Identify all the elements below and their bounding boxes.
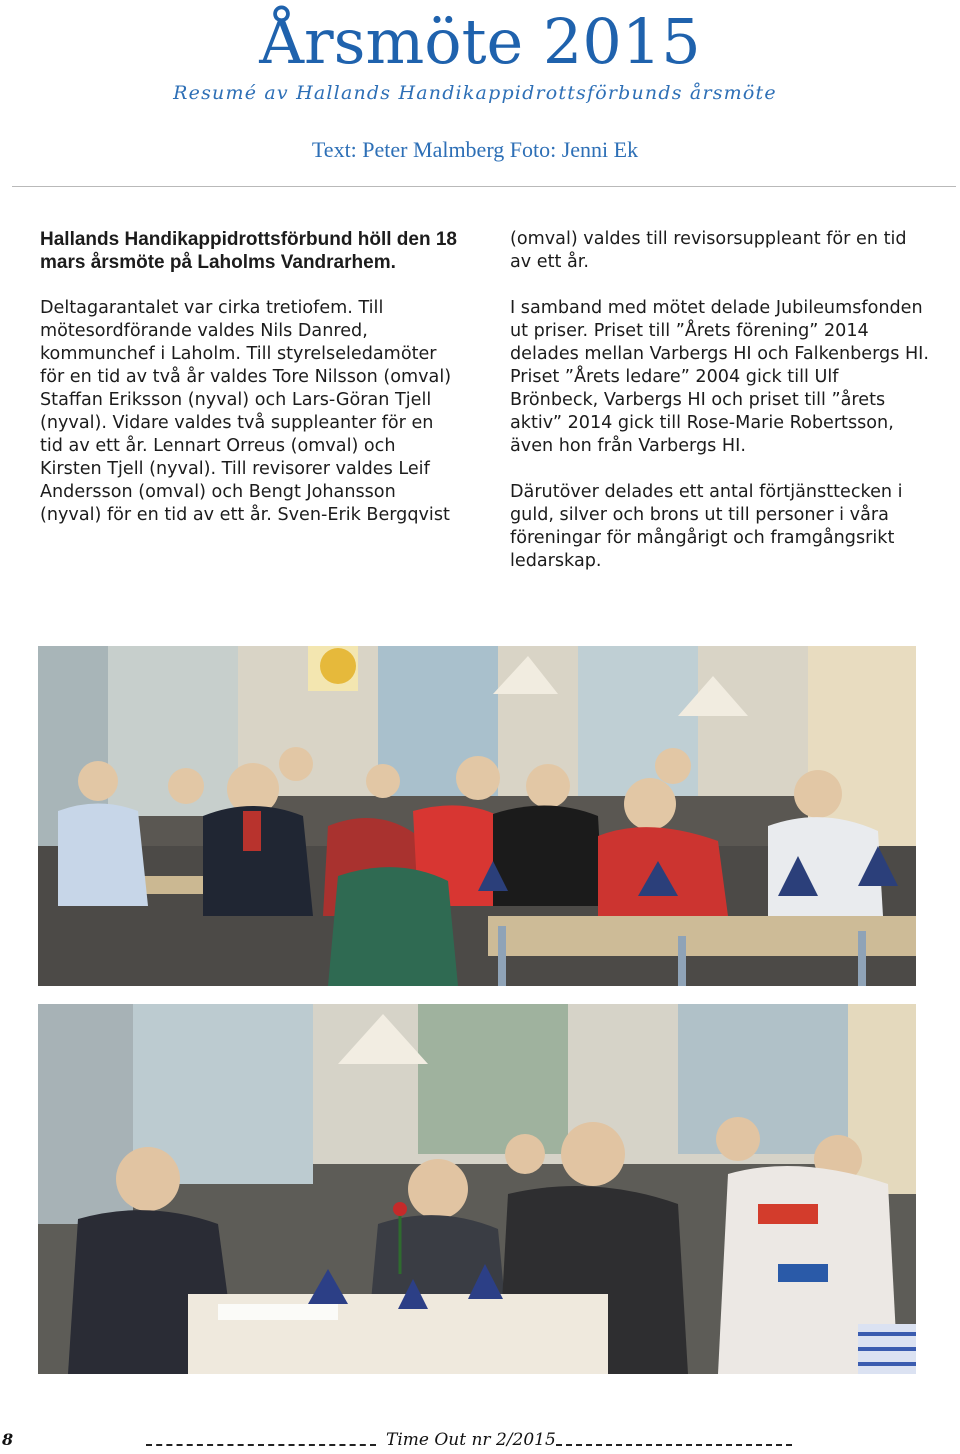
article-paragraph: I samband med mötet delade Jubileumsfonden ut priser. Priset till ”Årets förening” 2014 delades mellan Varbergs HI och Falkenbergs HI. Priset ”Årets ledare” 2004 gick till Ulf Brönbeck, Varbergs HI och priset till ”årets aktiv” 2014 gick till Rose-Marie Robertsson, även hon från Varbergs HI. xyxy=(510,298,929,456)
article-left-column xyxy=(40,228,460,550)
article-right-column xyxy=(510,228,930,596)
article-lead: Hallands Handikappidrottsförbund höll den 18 mars årsmöte på Laholms Vandrarhem. xyxy=(40,229,457,273)
meeting-photo-2 xyxy=(38,1004,916,1374)
header-divider xyxy=(12,186,956,187)
footer-divider-left xyxy=(146,1444,376,1446)
byline: Text: Peter Malmberg Foto: Jenni Ek xyxy=(311,137,639,162)
page-title: Årsmöte 2015 xyxy=(259,5,701,78)
page-number: 8 xyxy=(2,1430,14,1449)
page-subtitle: Resumé av Hallands Handikappidrottsförbunds årsmöte xyxy=(173,82,777,104)
article-paragraph: (omval) valdes till revisorsuppleant för en tid av ett år. xyxy=(510,229,907,272)
article-paragraph: Deltagarantalet var cirka tretiofem. Till mötesordförande valdes Nils Danred, kommunchef i Laholm. Till styrelseledamöter för en tid av två år valdes Tore Nilsson (omval) Staffan Eriksson (nyval) och Lars-Göran Tjell (nyval). Vidare valdes två suppleanter för en tid av ett år. Lennart Orreus (omval) och Kirsten Tjell (nyval). Till revisorer valdes Leif Andersson (omval) och Bengt Johansson (nyval) för en tid av ett år. Sven-Erik Bergqvist xyxy=(40,298,452,525)
footer-divider-right xyxy=(556,1444,792,1446)
magazine-title: Time Out nr 2/2015 xyxy=(386,1430,556,1450)
article-paragraph: Därutöver delades ett antal förtjänsttecken i guld, silver och brons ut till personer i våra föreningar för mångårigt och framgångsrikt ledarskap. xyxy=(510,482,903,571)
meeting-photo-1 xyxy=(38,646,916,986)
